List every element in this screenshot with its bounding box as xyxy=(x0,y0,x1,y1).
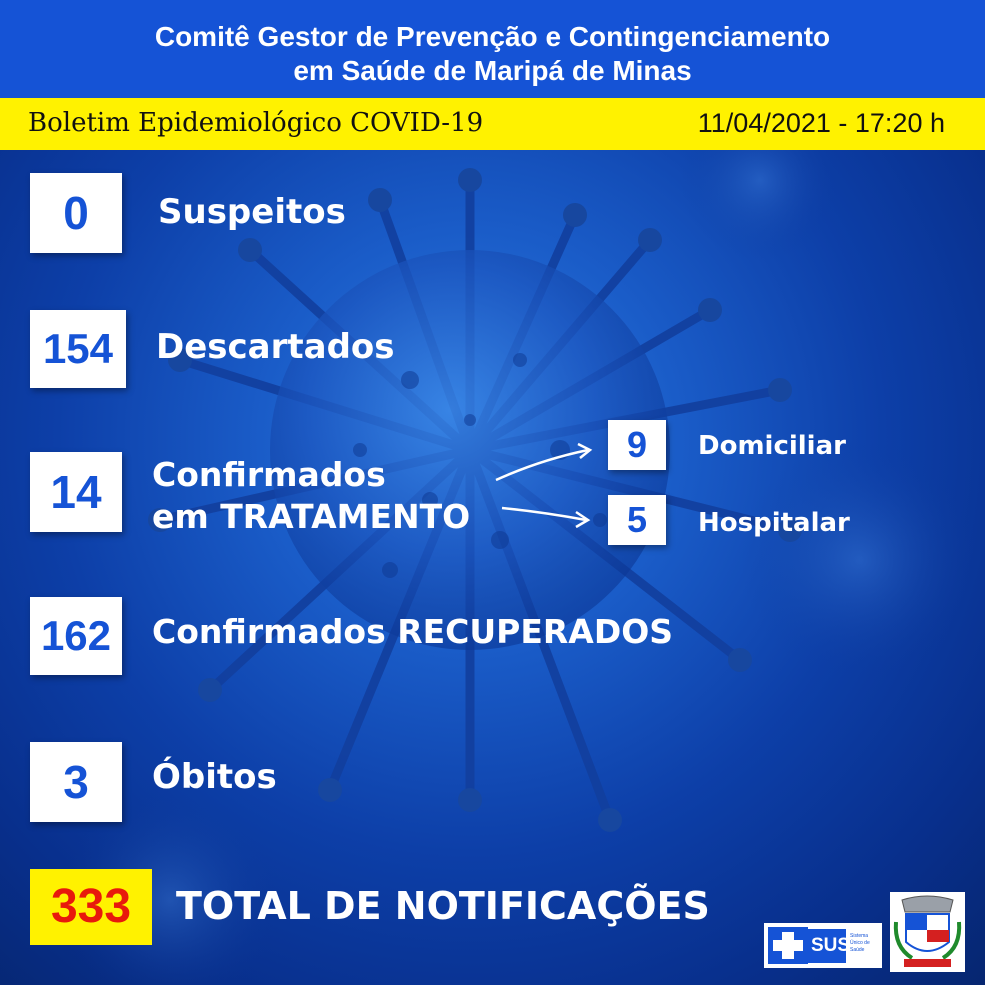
recuperados-label: Confirmados RECUPERADOS xyxy=(152,612,674,651)
coat-of-arms-icon xyxy=(890,892,965,972)
header-title-line1: Comitê Gestor de Prevenção e Contingenciamento xyxy=(154,21,831,52)
bulletin-bar xyxy=(0,98,985,150)
hospitalar-count: 5 xyxy=(608,495,666,545)
arrow-domiciliar-icon xyxy=(490,440,600,490)
hospitalar-label: Hospitalar xyxy=(698,508,850,538)
obitos-label: Óbitos xyxy=(152,757,277,797)
municipal-seal xyxy=(890,892,965,972)
suspeitos-label: Suspeitos xyxy=(158,192,346,232)
suspeitos-count: 0 xyxy=(30,173,122,253)
descartados-count: 154 xyxy=(30,310,126,388)
bulletin-datetime: 11/04/2021 - 17:20 h xyxy=(697,108,945,138)
descartados-label: Descartados xyxy=(156,327,395,367)
sus-subtext: Sistema Único de Saúde xyxy=(850,933,870,953)
tratamento-label-line1: Confirmados xyxy=(152,455,386,494)
sus-text: SUS xyxy=(811,935,851,956)
sus-logo xyxy=(764,923,882,968)
header-title-line2: em Saúde de Maripá de Minas xyxy=(293,55,692,86)
obitos-count: 3 xyxy=(30,742,122,822)
total-count: 333 xyxy=(30,869,152,945)
total-label: TOTAL DE NOTIFICAÇÕES xyxy=(176,884,710,928)
arrow-hospitalar-icon xyxy=(498,500,598,530)
bulletin-title: Boletim Epidemiológico COVID-19 xyxy=(28,108,484,138)
domiciliar-label: Domiciliar xyxy=(698,431,846,461)
tratamento-label-line2: em TRATAMENTO xyxy=(152,497,471,536)
header-banner xyxy=(0,0,985,98)
recuperados-count: 162 xyxy=(30,597,122,675)
domiciliar-count: 9 xyxy=(608,420,666,470)
tratamento-count: 14 xyxy=(30,452,122,532)
